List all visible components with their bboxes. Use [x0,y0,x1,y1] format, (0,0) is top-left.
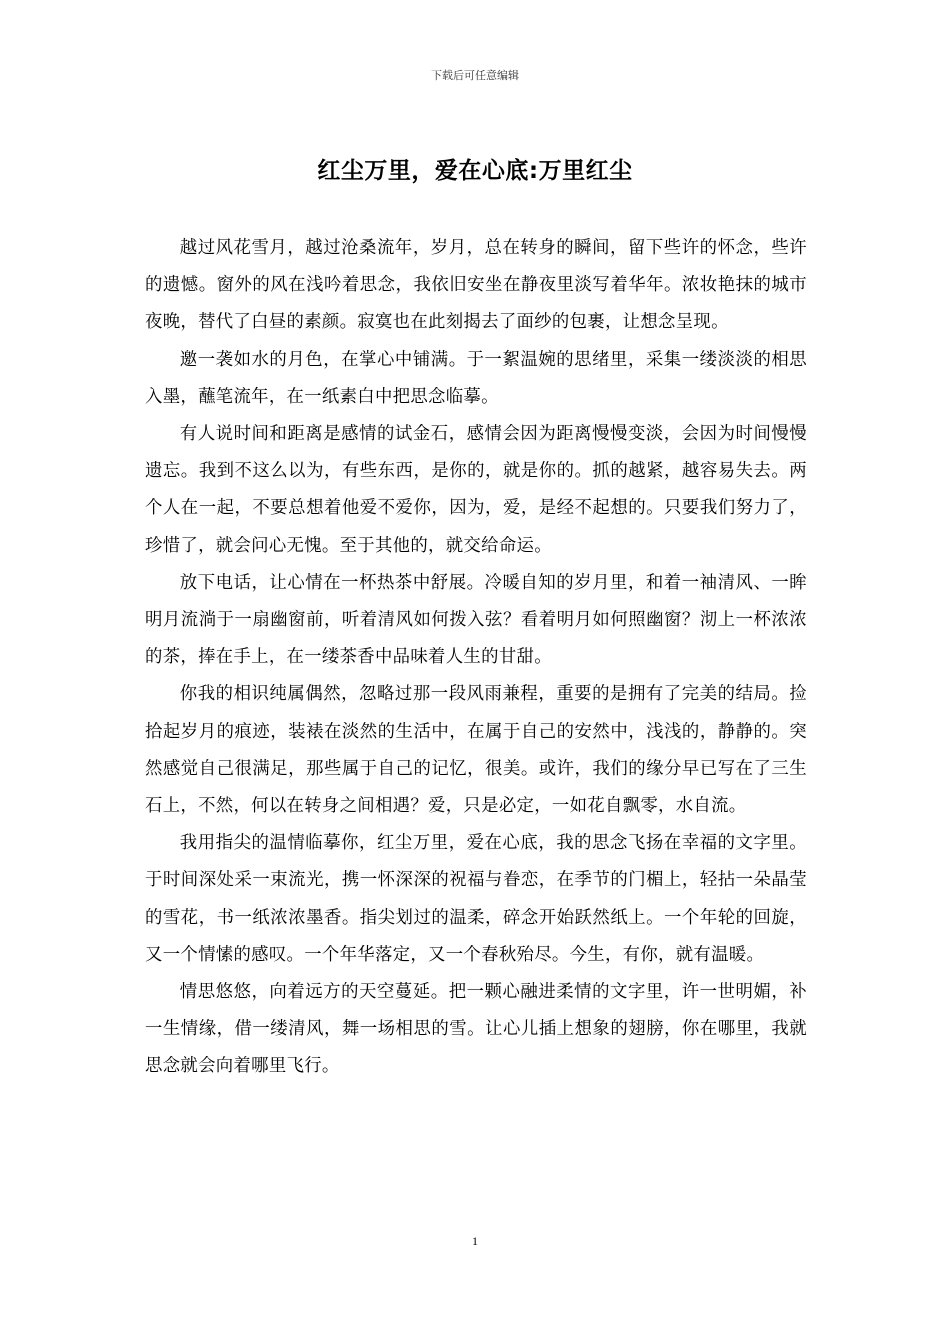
paragraph-6: 我用指尖的温情临摹你，红尘万里，爱在心底，我的思念飞扬在幸福的文字里。于时间深处采一束流光，携一怀深深的祝福与眷恋，在季节的门楣上，轻拈一朵晶莹的雪花，书一纸浓浓墨香。指尖划过的温柔，碎念开始跃然纸上。一个年轮的回旋，又一个情愫的感叹。一个年华落定，又一个春秋殆尽。今生，有你，就有温暖。 [145,833,807,965]
page-header-note: 下载后可任意编辑 [431,69,519,82]
paragraph-5: 你我的相识纯属偶然，忽略过那一段风雨兼程，重要的是拥有了完美的结局。捡拾起岁月的痕迹，装裱在淡然的生活中，在属于自己的安然中，浅浅的，静静的。突然感觉自己很满足，那些属于自己的记忆，很美。或许，我们的缘分早已写在了三生石上，不然，何以在转身之间相遇？爱，只是必定，一如花自飘零，水自流。 [145,684,807,817]
paragraph-2: 邀一袭如水的月色，在掌心中铺满。于一絮温婉的思绪里，采集一缕淡淡的相思入墨，蘸笔流年，在一纸素白中把思念临摹。 [145,349,807,407]
paragraph-1: 越过风花雪月，越过沧桑流年，岁月，总在转身的瞬间，留下些许的怀念，些许的遗憾。窗外的风在浅吟着思念，我依旧安坐在静夜里淡写着华年。浓妆艳抹的城市夜晚，替代了白昼的素颜。寂寞也在此刻揭去了面纱的包裹，让想念呈现。 [145,238,807,333]
paragraph-3: 有人说时间和距离是感情的试金石，感情会因为距离慢慢变淡，会因为时间慢慢遗忘。我到不这么以为，有些东西，是你的，就是你的。抓的越紧，越容易失去。两个人在一起，不要总想着他爱不爱你，因为，爱，是经不起想的。只要我们努力了，珍惜了，就会问心无愧。至于其他的，就交给命运。 [145,424,807,556]
paragraph-4: 放下电话，让心情在一杯热茶中舒展。冷暖自知的岁月里，和着一袖清风、一眸明月流淌于一扇幽窗前，听着清风如何拨入弦？看着明月如何照幽窗？沏上一杯浓浓的茶，捧在手上，在一缕茶香中品味着人生的甘甜。 [145,572,807,668]
document-body [145,230,807,1086]
document-title: 红尘万里，爱在心底:万里红尘 [317,158,633,184]
page-number: 1 [472,1234,478,1248]
paragraph-7: 情思悠悠，向着远方的天空蔓延。把一颗心融进柔情的文字里，许一世明媚，补一生情缘，借一缕清风，舞一场相思的雪。让心儿插上想象的翅膀，你在哪里，我就思念就会向着哪里飞行。 [145,982,807,1077]
